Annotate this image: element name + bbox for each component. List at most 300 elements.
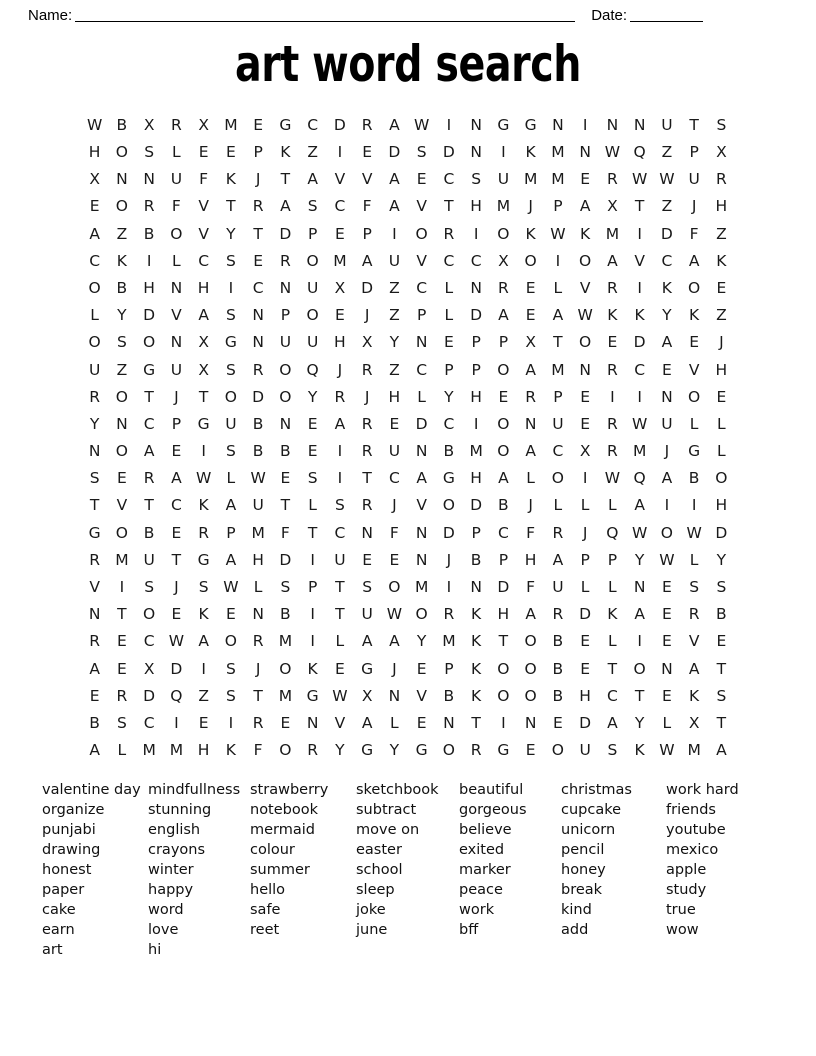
grid-cell[interactable]: M [551,143,565,162]
grid-cell[interactable]: O [715,469,728,488]
grid-cell[interactable]: I [582,469,588,488]
word-list-item[interactable]: cake [42,902,76,918]
grid-cell[interactable]: N [252,306,264,325]
word-list-item[interactable]: paper [42,882,85,898]
grid-cell[interactable]: M [523,170,538,189]
grid-cell[interactable]: V [198,224,209,243]
grid-cell[interactable]: C [470,251,482,270]
word-list-item[interactable]: art [42,942,63,958]
word-list-item[interactable]: summer [250,862,310,878]
grid-cell[interactable]: B [552,659,564,678]
grid-cell[interactable]: I [392,224,397,243]
grid-cell[interactable]: U [361,605,373,624]
grid-cell[interactable]: N [524,713,537,732]
grid-cell[interactable]: J [664,442,670,461]
grid-cell[interactable]: E [661,632,672,651]
grid-cell[interactable]: X [607,197,618,216]
word-list-item[interactable]: subtract [356,802,417,818]
word-list-item[interactable]: english [148,822,201,838]
grid-cell[interactable]: P [416,306,427,325]
grid-cell[interactable]: N [170,278,183,297]
grid-cell[interactable]: J [582,523,588,542]
grid-cell[interactable]: X [716,143,727,162]
grid-cell[interactable]: K [689,686,700,705]
grid-cell[interactable]: E [116,659,127,678]
grid-cell[interactable]: C [443,251,455,270]
grid-cell[interactable]: Q [306,360,319,379]
grid-cell[interactable]: R [279,251,291,270]
grid-cell[interactable]: X [143,115,155,134]
grid-cell[interactable]: L [335,632,345,651]
grid-cell[interactable]: P [471,523,481,542]
grid-cell[interactable]: J [691,197,697,216]
grid-cell[interactable]: Z [389,360,400,379]
grid-cell[interactable]: T [144,496,154,515]
grid-cell[interactable]: K [471,686,482,705]
grid-cell[interactable]: W [413,115,430,134]
grid-cell[interactable]: T [335,605,345,624]
grid-cell[interactable]: C [198,251,210,270]
word-list-item[interactable]: happy [148,882,194,898]
grid-cell[interactable]: L [172,143,181,162]
grid-cell[interactable]: I [337,143,343,162]
grid-cell[interactable]: H [715,197,728,216]
grid-cell[interactable]: N [470,143,482,162]
grid-cell[interactable]: U [388,442,401,461]
grid-cell[interactable]: R [143,197,155,216]
grid-cell[interactable]: M [142,741,156,760]
word-list-item[interactable]: easter [356,842,402,858]
grid-cell[interactable]: Q [633,143,646,162]
grid-cell[interactable]: O [115,143,128,162]
grid-cell[interactable]: U [661,115,673,134]
word-list-item[interactable]: sketchbook [356,782,439,798]
grid-cell[interactable]: O [524,632,537,651]
grid-cell[interactable]: D [660,224,673,243]
grid-cell[interactable]: O [688,278,701,297]
grid-cell[interactable]: N [633,578,646,597]
grid-cell[interactable]: G [497,115,510,134]
grid-cell[interactable]: A [198,306,209,325]
grid-cell[interactable]: R [198,523,210,542]
grid-cell[interactable]: G [143,360,156,379]
word-list-item[interactable]: safe [250,902,281,918]
grid-cell[interactable]: E [416,170,427,189]
grid-cell[interactable]: Y [716,550,727,569]
grid-cell[interactable]: T [117,605,127,624]
grid-cell[interactable]: P [471,333,481,352]
grid-cell[interactable]: X [198,333,209,352]
grid-cell[interactable]: A [361,632,373,651]
grid-cell[interactable]: A [89,659,100,678]
grid-cell[interactable]: L [689,550,699,569]
grid-cell[interactable]: R [606,414,618,433]
grid-cell[interactable]: V [334,713,346,732]
grid-cell[interactable]: J [392,659,397,678]
word-list-item[interactable]: strawberry [250,782,329,798]
grid-cell[interactable]: R [334,387,346,406]
grid-cell[interactable]: V [688,632,700,651]
grid-cell[interactable]: T [553,333,563,352]
grid-cell[interactable]: A [334,414,346,433]
grid-cell[interactable]: C [252,278,264,297]
grid-cell[interactable]: R [361,115,373,134]
grid-cell[interactable]: A [661,333,673,352]
grid-cell[interactable]: E [389,550,400,569]
grid-cell[interactable]: W [386,605,403,624]
grid-cell[interactable]: G [415,741,428,760]
word-list-item[interactable]: crayons [148,842,206,858]
grid-cell[interactable]: O [306,306,319,325]
grid-cell[interactable]: A [280,197,291,216]
word-list-item[interactable]: hello [250,882,286,898]
grid-cell[interactable]: U [334,550,346,569]
grid-cell[interactable]: U [552,578,564,597]
word-list-item[interactable]: drawing [42,842,101,858]
grid-cell[interactable]: S [471,170,482,189]
grid-cell[interactable]: P [498,333,509,352]
grid-cell[interactable]: T [716,713,727,732]
word-list-item[interactable]: stunning [148,802,212,818]
grid-cell[interactable]: V [198,197,209,216]
grid-cell[interactable]: J [364,306,370,325]
grid-cell[interactable]: S [144,143,155,162]
grid-cell[interactable]: O [115,442,128,461]
grid-cell[interactable]: R [252,197,264,216]
grid-cell[interactable]: I [637,224,642,243]
grid-cell[interactable]: A [89,741,100,760]
grid-cell[interactable]: T [89,496,100,515]
grid-cell[interactable]: X [361,333,373,352]
grid-cell[interactable]: Y [335,741,345,760]
grid-cell[interactable]: R [361,496,373,515]
grid-cell[interactable]: O [279,659,292,678]
grid-cell[interactable]: I [501,713,506,732]
grid-cell[interactable]: C [443,170,455,189]
grid-cell[interactable]: J [337,360,343,379]
grid-cell[interactable]: O [224,632,237,651]
grid-cell[interactable]: L [526,469,535,488]
grid-cell[interactable]: Z [661,143,673,162]
grid-cell[interactable]: I [473,414,479,433]
word-list-item[interactable]: sleep [356,882,395,898]
grid-cell[interactable]: V [416,251,427,270]
grid-cell[interactable]: W [659,741,675,760]
grid-cell[interactable]: E [498,387,509,406]
grid-cell[interactable]: N [116,170,128,189]
grid-cell[interactable]: Y [117,306,127,325]
grid-cell[interactable]: M [687,741,701,760]
grid-cell[interactable]: C [497,523,509,542]
grid-cell[interactable]: G [361,659,374,678]
grid-cell[interactable]: M [632,442,647,461]
grid-cell[interactable]: W [631,170,648,189]
grid-cell[interactable]: V [416,686,427,705]
grid-cell[interactable]: L [444,306,454,325]
grid-cell[interactable]: F [280,523,290,542]
grid-cell[interactable]: N [606,115,619,134]
grid-cell[interactable]: C [143,713,155,732]
grid-cell[interactable]: V [171,306,182,325]
grid-cell[interactable]: J [446,550,452,569]
grid-cell[interactable]: E [552,713,563,732]
grid-cell[interactable]: V [416,197,427,216]
word-list-item[interactable]: earn [42,922,75,938]
grid-cell[interactable]: C [661,251,673,270]
grid-cell[interactable]: T [444,197,454,216]
grid-cell[interactable]: O [442,496,455,515]
grid-cell[interactable]: A [307,170,318,189]
grid-cell[interactable]: U [306,278,319,297]
grid-cell[interactable]: X [143,659,155,678]
grid-cell[interactable]: V [361,170,373,189]
grid-cell[interactable]: A [716,741,727,760]
grid-cell[interactable]: V [634,251,645,270]
grid-cell[interactable]: O [279,741,292,760]
grid-cell[interactable]: W [659,550,675,569]
grid-cell[interactable]: Q [606,523,619,542]
grid-cell[interactable]: F [171,197,181,216]
grid-cell[interactable]: U [579,741,591,760]
grid-cell[interactable]: R [116,686,128,705]
grid-cell[interactable]: R [252,360,264,379]
grid-cell[interactable]: C [334,523,346,542]
grid-cell[interactable]: U [143,550,155,569]
grid-cell[interactable]: S [225,306,236,325]
grid-cell[interactable]: G [524,115,537,134]
grid-cell[interactable]: K [280,143,291,162]
grid-cell[interactable]: Z [661,197,673,216]
grid-cell[interactable]: T [253,686,263,705]
grid-cell[interactable]: Y [389,333,400,352]
grid-cell[interactable]: P [280,306,291,325]
grid-cell[interactable]: N [279,414,292,433]
grid-cell[interactable]: T [171,550,182,569]
grid-cell[interactable]: A [361,251,373,270]
grid-cell[interactable]: I [501,143,506,162]
grid-cell[interactable]: W [604,143,621,162]
grid-cell[interactable]: D [442,523,455,542]
grid-cell[interactable]: S [198,578,209,597]
grid-cell[interactable]: O [497,442,510,461]
grid-cell[interactable]: F [526,523,536,542]
grid-cell[interactable]: E [525,741,536,760]
word-list-item[interactable]: mermaid [250,822,315,838]
grid-cell[interactable]: S [716,578,727,597]
word-list-item[interactable]: joke [356,902,386,918]
word-list-item[interactable]: wow [666,922,699,938]
grid-cell[interactable]: O [633,659,646,678]
grid-cell[interactable]: E [334,306,345,325]
grid-cell[interactable]: O [415,605,428,624]
grid-cell[interactable]: T [716,659,727,678]
grid-cell[interactable]: D [279,550,292,569]
grid-cell[interactable]: O [579,333,592,352]
grid-cell[interactable]: X [334,278,346,297]
grid-cell[interactable]: E [334,659,345,678]
grid-cell[interactable]: N [470,578,482,597]
grid-cell[interactable]: E [171,442,182,461]
grid-cell[interactable]: M [551,170,565,189]
grid-cell[interactable]: T [335,578,345,597]
grid-cell[interactable]: I [146,251,152,270]
grid-cell[interactable]: H [715,496,728,515]
grid-cell[interactable]: C [416,360,428,379]
grid-cell[interactable]: O [579,251,592,270]
grid-cell[interactable]: C [634,360,646,379]
grid-cell[interactable]: I [228,278,234,297]
grid-cell[interactable]: R [688,605,700,624]
grid-cell[interactable]: H [470,387,482,406]
word-list-item[interactable]: true [666,902,696,918]
grid-cell[interactable]: G [442,469,455,488]
grid-cell[interactable]: N [415,550,428,569]
grid-cell[interactable]: H [388,387,401,406]
grid-cell[interactable]: B [116,115,128,134]
grid-cell[interactable]: T [471,713,481,732]
grid-cell[interactable]: K [198,605,209,624]
grid-cell[interactable]: C [334,197,346,216]
grid-cell[interactable]: U [170,170,183,189]
grid-cell[interactable]: H [143,278,155,297]
grid-cell[interactable]: N [388,686,401,705]
grid-cell[interactable]: O [88,278,101,297]
grid-cell[interactable]: R [497,278,509,297]
grid-cell[interactable]: K [471,605,482,624]
word-list-item[interactable]: gorgeous [459,802,527,818]
grid-cell[interactable]: E [580,632,591,651]
grid-cell[interactable]: I [637,632,642,651]
grid-cell[interactable]: K [661,278,672,297]
grid-cell[interactable]: I [555,251,561,270]
grid-cell[interactable]: L [580,578,590,597]
word-list-item[interactable]: reet [250,922,280,938]
grid-cell[interactable]: I [310,632,315,651]
word-list-item[interactable]: valentine day [42,782,141,798]
grid-cell[interactable]: A [361,713,373,732]
grid-cell[interactable]: E [525,306,536,325]
grid-cell[interactable]: A [552,550,564,569]
grid-cell[interactable]: N [552,115,564,134]
grid-cell[interactable]: R [606,278,618,297]
word-list-item[interactable]: exited [459,842,505,858]
grid-cell[interactable]: K [634,741,645,760]
grid-cell[interactable]: Y [89,414,100,433]
grid-cell[interactable]: W [577,306,593,325]
grid-cell[interactable]: E [307,414,318,433]
grid-cell[interactable]: E [253,115,264,134]
grid-cell[interactable]: Z [307,143,318,162]
grid-cell[interactable]: B [252,414,264,433]
grid-cell[interactable]: N [443,713,455,732]
grid-cell[interactable]: J [364,387,370,406]
grid-cell[interactable]: E [280,469,291,488]
grid-cell[interactable]: N [415,523,428,542]
grid-cell[interactable]: K [580,224,591,243]
grid-cell[interactable]: A [579,197,591,216]
grid-cell[interactable]: S [225,360,236,379]
grid-cell[interactable]: L [253,578,263,597]
grid-cell[interactable]: V [116,496,128,515]
grid-cell[interactable]: T [634,686,645,705]
grid-cell[interactable]: W [686,523,702,542]
grid-cell[interactable]: R [143,469,155,488]
grid-cell[interactable]: Z [716,224,727,243]
grid-cell[interactable]: Q [633,469,646,488]
grid-cell[interactable]: Z [116,360,128,379]
grid-cell[interactable]: F [253,741,263,760]
grid-cell[interactable]: R [361,360,373,379]
grid-cell[interactable]: R [525,387,537,406]
grid-cell[interactable]: B [89,713,100,732]
grid-cell[interactable]: L [608,632,617,651]
grid-cell[interactable]: A [525,360,536,379]
grid-cell[interactable]: D [415,414,428,433]
grid-cell[interactable]: T [253,224,263,243]
grid-cell[interactable]: H [579,686,591,705]
grid-cell[interactable]: S [362,578,373,597]
grid-cell[interactable]: Y [634,713,645,732]
grid-cell[interactable]: Y [416,632,427,651]
grid-cell[interactable]: K [607,605,618,624]
grid-cell[interactable]: E [443,333,454,352]
grid-cell[interactable]: D [252,387,265,406]
grid-cell[interactable]: K [307,659,318,678]
grid-cell[interactable]: L [580,496,590,515]
grid-cell[interactable]: H [197,741,210,760]
word-list-item[interactable]: beautiful [459,782,524,798]
word-list-item[interactable]: move on [356,822,420,838]
grid-cell[interactable]: H [470,469,482,488]
grid-cell[interactable]: M [551,360,565,379]
word-list-item[interactable]: hi [148,942,162,958]
grid-cell[interactable]: B [470,550,482,569]
grid-cell[interactable]: D [579,713,592,732]
grid-cell[interactable]: K [607,306,618,325]
grid-cell[interactable]: S [116,333,127,352]
grid-cell[interactable]: E [198,143,209,162]
grid-cell[interactable]: D [361,278,374,297]
grid-cell[interactable]: A [225,496,237,515]
grid-cell[interactable]: L [608,496,617,515]
grid-cell[interactable]: A [607,713,618,732]
grid-cell[interactable]: I [337,469,343,488]
grid-cell[interactable]: G [497,741,510,760]
grid-cell[interactable]: P [362,224,372,243]
grid-cell[interactable]: S [225,251,236,270]
grid-cell[interactable]: O [224,387,237,406]
grid-cell[interactable]: E [716,632,727,651]
grid-cell[interactable]: G [361,741,374,760]
word-list-item[interactable]: notebook [250,802,319,818]
grid-cell[interactable]: X [498,251,509,270]
grid-cell[interactable]: P [553,387,563,406]
grid-cell[interactable]: D [633,333,646,352]
grid-cell[interactable]: I [201,442,206,461]
grid-cell[interactable]: B [443,442,455,461]
grid-cell[interactable]: C [143,632,155,651]
grid-cell[interactable]: E [716,387,727,406]
grid-cell[interactable]: I [119,578,125,597]
grid-cell[interactable]: O [115,197,128,216]
grid-cell[interactable]: B [688,469,700,488]
grid-cell[interactable]: E [580,170,591,189]
grid-cell[interactable]: I [446,115,452,134]
word-list-item[interactable]: add [561,922,589,938]
grid-cell[interactable]: H [524,550,537,569]
grid-cell[interactable]: B [252,442,264,461]
grid-cell[interactable]: E [362,143,373,162]
